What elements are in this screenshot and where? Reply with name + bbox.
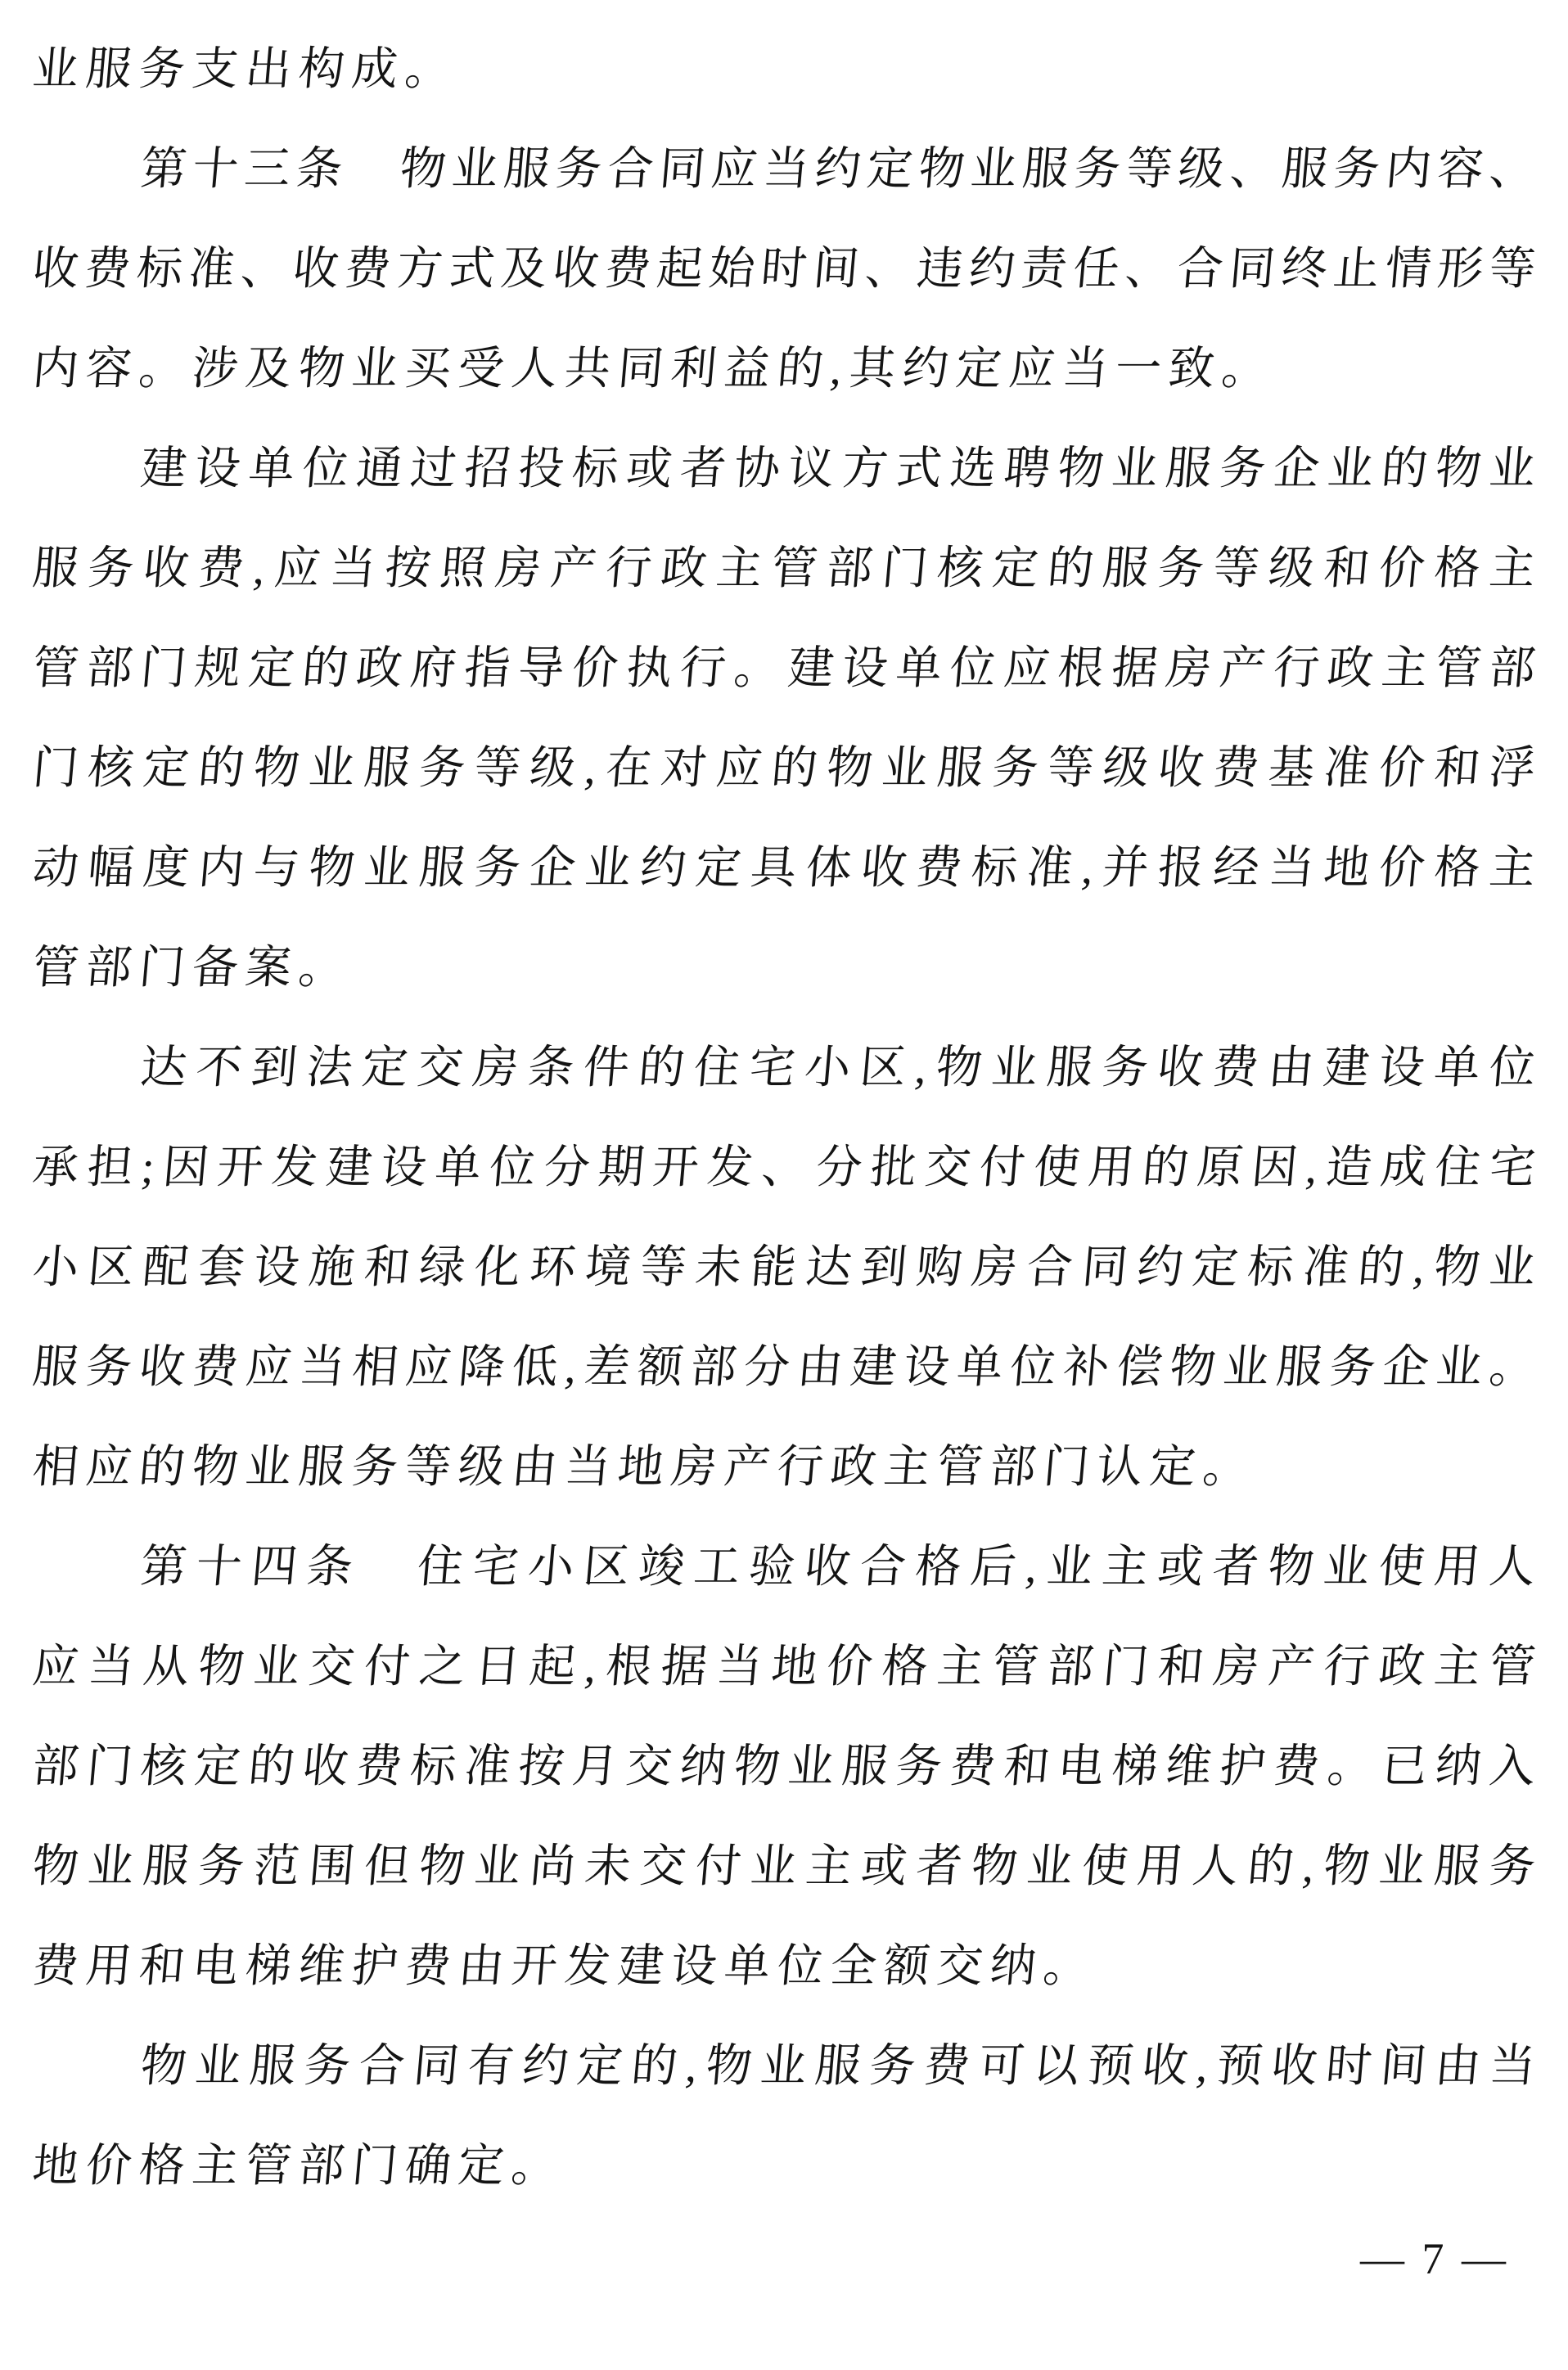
text-line: 业服务支出构成。 — [30, 44, 461, 95]
text-line: 物业服务范围但物业尚未交付业主或者物业使用人的,物业服务 — [30, 1841, 1539, 1892]
text-line: 建设单位通过招投标或者协议方式选聘物业服务企业的物业 — [138, 444, 1539, 494]
text-line: 内容。涉及物业买受人共同利益的,其约定应当一致。 — [30, 344, 1277, 394]
text-line: 服务收费,应当按照房产行政主管部门核定的服务等级和价格主 — [30, 543, 1539, 594]
text-line: 服务收费应当相应降低,差额部分由建设单位补偿物业服务企业。 — [30, 1342, 1539, 1393]
text-line: 小区配套设施和绿化环境等未能达到购房合同约定标准的,物业 — [30, 1242, 1539, 1293]
text-line: 管部门备案。 — [30, 943, 354, 994]
text-line: 门核定的物业服务等级,在对应的物业服务等级收费基准价和浮 — [30, 743, 1539, 794]
text-line: 动幅度内与物业服务企业约定具体收费标准,并报经当地价格主 — [30, 843, 1539, 894]
page-number: — 7 — — [1360, 2234, 1509, 2283]
text-line: 管部门规定的政府指导价执行。建设单位应根据房产行政主管部 — [30, 643, 1539, 694]
text-line: 相应的物业服务等级由当地房产行政主管部门认定。 — [30, 1442, 1259, 1493]
text-line: 物业服务合同有约定的,物业服务费可以预收,预收时间由当 — [138, 2041, 1539, 2092]
text-line: 地价格主管部门确定。 — [30, 2141, 567, 2192]
text-line: 部门核定的收费标准按月交纳物业服务费和电梯维护费。已纳入 — [30, 1741, 1539, 1792]
text-line: 达不到法定交房条件的住宅小区,物业服务收费由建设单位 — [138, 1043, 1539, 1093]
text-line: 第十四条 住宅小区竣工验收合格后,业主或者物业使用人 — [138, 1542, 1539, 1593]
text-line: 费用和电梯维护费由开发建设单位全额交纳。 — [30, 1941, 1099, 1992]
text-line: 收费标准、收费方式及收费起始时间、违约责任、合同终止情形等 — [30, 244, 1539, 295]
text-line: 承担;因开发建设单位分期开发、分批交付使用的原因,造成住宅 — [30, 1142, 1539, 1193]
text-line: 第十三条 物业服务合同应当约定物业服务等级、服务内容、 — [138, 144, 1539, 195]
text-line: 应当从物业交付之日起,根据当地价格主管部门和房产行政主管 — [30, 1642, 1539, 1692]
